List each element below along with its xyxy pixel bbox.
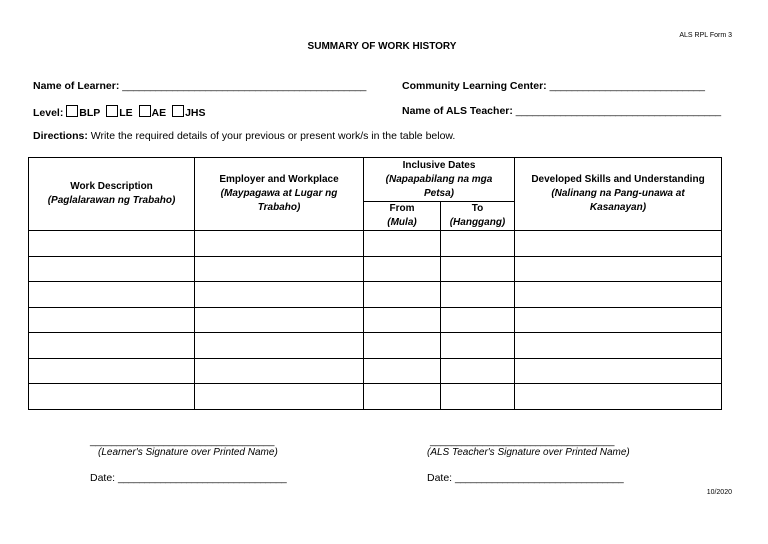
table-cell[interactable] <box>29 333 195 359</box>
table-cell[interactable] <box>364 333 441 359</box>
learner-date-label: Date: <box>90 472 116 484</box>
level-label: Level: <box>33 107 64 119</box>
table-cell[interactable] <box>195 282 364 308</box>
directions <box>33 130 455 142</box>
table-cell[interactable] <box>441 333 515 359</box>
table-cell[interactable] <box>195 358 364 384</box>
teacher-date-field[interactable] <box>427 472 623 484</box>
table-cell[interactable] <box>29 384 195 410</box>
table-cell[interactable] <box>515 231 722 257</box>
teacher-signature-line[interactable]: ___________________________________ <box>430 436 615 447</box>
checkbox[interactable] <box>139 105 151 117</box>
table-cell[interactable] <box>515 358 722 384</box>
checkbox[interactable] <box>66 105 78 117</box>
work-history-table <box>28 157 722 410</box>
table-cell[interactable] <box>364 358 441 384</box>
table-row <box>29 307 722 333</box>
table-cell[interactable] <box>441 282 515 308</box>
level-option-jhs[interactable]: JHS <box>172 107 205 119</box>
table-cell[interactable] <box>441 307 515 333</box>
directions-text: Write the required details of your previous or present work/s in the table below. <box>87 130 456 142</box>
table-cell[interactable] <box>29 231 195 257</box>
clc-line[interactable]: ____________________________ <box>549 80 705 92</box>
clc-field[interactable] <box>402 80 705 92</box>
table-row <box>29 282 722 308</box>
table-cell[interactable] <box>441 358 515 384</box>
learner-name-label: Name of Learner: <box>33 80 120 92</box>
table-row <box>29 231 722 257</box>
table-row <box>29 256 722 282</box>
teacher-signature-caption: (ALS Teacher's Signature over Printed Name) <box>427 447 630 458</box>
teacher-name-label: Name of ALS Teacher: <box>402 105 513 117</box>
level-option-ae[interactable]: AE <box>139 107 167 119</box>
table-cell[interactable] <box>29 307 195 333</box>
header-work-description: Work Description (Paglalarawan ng Trabaho) <box>29 158 195 231</box>
form-number: ALS RPL Form 3 <box>679 32 732 39</box>
learner-name-line[interactable]: ____________________________________________ <box>122 80 367 92</box>
table-row <box>29 333 722 359</box>
learner-signature-caption: (Learner's Signature over Printed Name) <box>98 447 278 458</box>
table-cell[interactable] <box>364 307 441 333</box>
level-field <box>33 105 209 119</box>
table-cell[interactable] <box>364 231 441 257</box>
directions-label: Directions: <box>33 130 88 142</box>
clc-label: Community Learning Center: <box>402 80 547 92</box>
checkbox[interactable] <box>172 105 184 117</box>
table-cell[interactable] <box>195 231 364 257</box>
table-cell[interactable] <box>195 307 364 333</box>
learner-name-field[interactable] <box>33 80 366 92</box>
teacher-name-line[interactable]: _____________________________________ <box>515 105 721 117</box>
header-skills: Developed Skills and Understanding (Nalinang na Pang-unawa at Kasanayan) <box>515 158 722 231</box>
table-cell[interactable] <box>515 333 722 359</box>
table-cell[interactable] <box>441 231 515 257</box>
teacher-date-line[interactable]: ________________________________ <box>455 473 624 484</box>
teacher-date-label: Date: <box>427 472 453 484</box>
header-from: From (Mula) <box>364 202 441 231</box>
learner-signature-line[interactable]: ___________________________________ <box>90 436 275 447</box>
table-cell[interactable] <box>29 282 195 308</box>
table-cell[interactable] <box>29 358 195 384</box>
table-cell[interactable] <box>195 384 364 410</box>
table-row <box>29 384 722 410</box>
table-cell[interactable] <box>29 256 195 282</box>
learner-date-line[interactable]: ________________________________ <box>118 473 287 484</box>
revision-date: 10/2020 <box>706 489 732 496</box>
header-to: To (Hanggang) <box>441 202 515 231</box>
table-cell[interactable] <box>364 256 441 282</box>
header-inclusive-dates: Inclusive Dates (Napapabilang na mga Petsa) <box>364 158 515 202</box>
header-employer: Employer and Workplace (Maypagawa at Lugar ng Trabaho) <box>195 158 364 231</box>
page-title: SUMMARY OF WORK HISTORY <box>307 41 457 52</box>
table-cell[interactable] <box>364 282 441 308</box>
learner-date-field[interactable] <box>90 472 286 484</box>
table-cell[interactable] <box>441 256 515 282</box>
level-option-le[interactable]: LE <box>106 107 132 119</box>
table-cell[interactable] <box>515 307 722 333</box>
table-cell[interactable] <box>515 282 722 308</box>
level-option-blp[interactable]: BLP <box>66 107 100 119</box>
checkbox[interactable] <box>106 105 118 117</box>
table-cell[interactable] <box>515 384 722 410</box>
table-row <box>29 358 722 384</box>
table-cell[interactable] <box>195 333 364 359</box>
teacher-name-field[interactable] <box>402 105 721 117</box>
table-cell[interactable] <box>515 256 722 282</box>
table-cell[interactable] <box>441 384 515 410</box>
table-cell[interactable] <box>195 256 364 282</box>
table-cell[interactable] <box>364 384 441 410</box>
